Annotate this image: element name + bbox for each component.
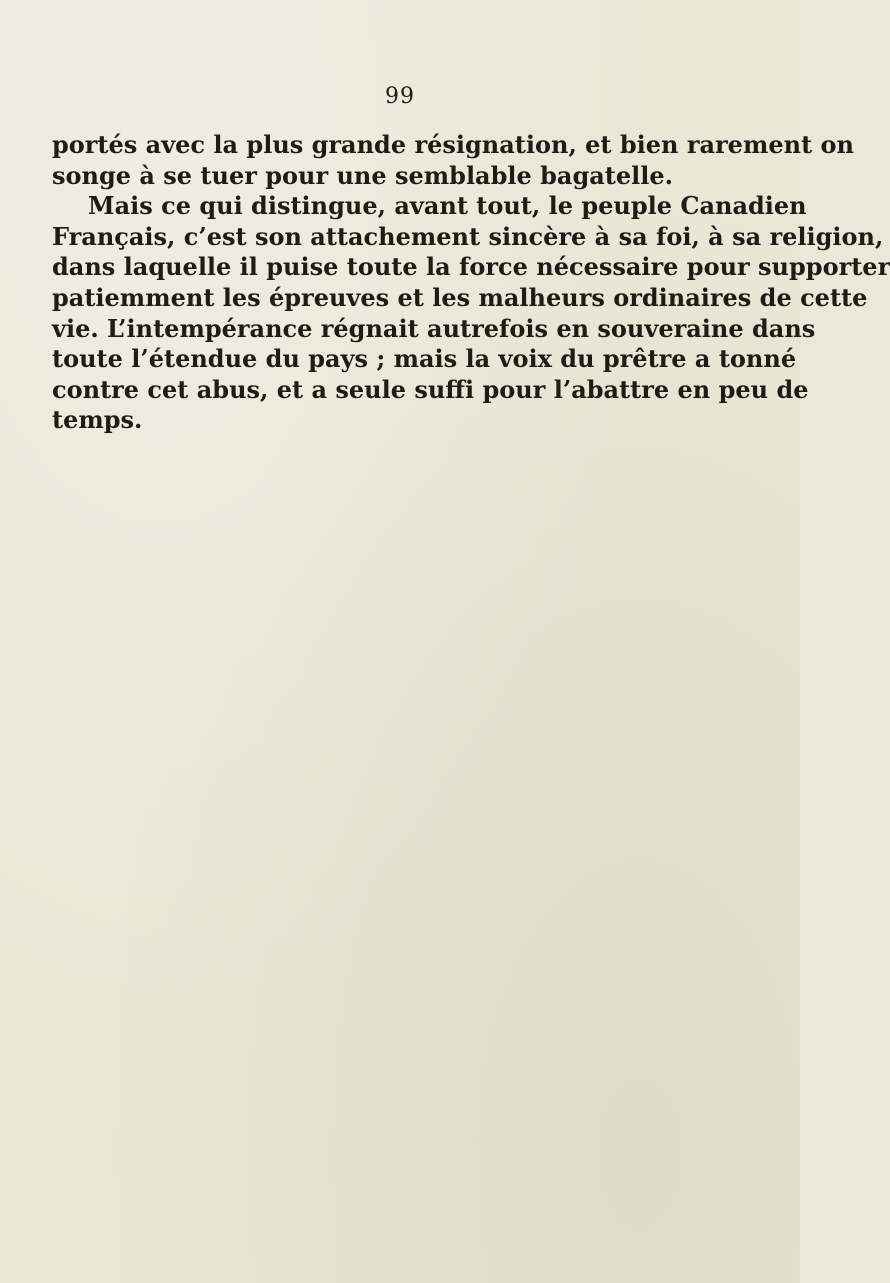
body-text (52, 130, 890, 436)
text-line: dans laquelle il puise toute la force nécessaire pour supporter (52, 252, 890, 282)
text-line: toute l’étendue du pays ; mais la voix du prêtre a tonné (52, 344, 797, 374)
text-line: patiemment les épreuves et les malheurs ordinaires de cette (52, 282, 868, 312)
text-line: songe à se tuer pour une semblable bagatelle. (52, 160, 674, 190)
text-line: contre cet abus, et a seule suffi pour l’abattre en peu de (52, 374, 809, 404)
text-line: Mais ce qui distingue, avant tout, le peuple Canadien (88, 191, 807, 221)
text-line: vie. L’intempérance régnait autrefois en souveraine dans (52, 313, 816, 343)
text-line: Français, c’est son attachement sincère à sa foi, à sa religion, (52, 221, 884, 251)
text-line: portés avec la plus grande résignation, et bien rarement on (52, 130, 854, 159)
page-number: 99 (385, 84, 415, 109)
text-line: temps. (52, 405, 143, 435)
